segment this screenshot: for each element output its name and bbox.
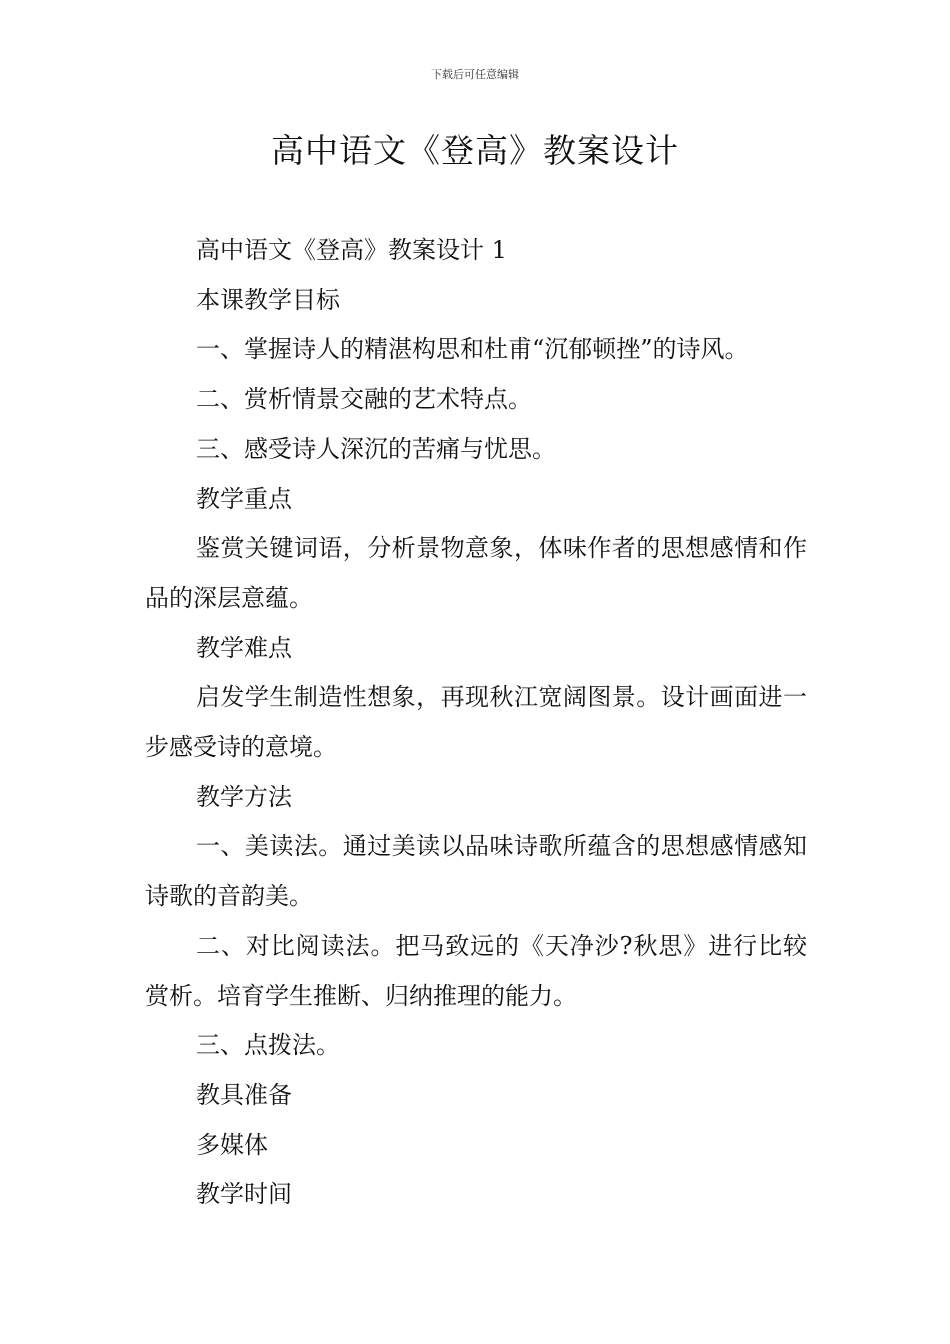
objective-item-1: 一、掌握诗人的精湛构思和杜甫“沉郁顿挫”的诗风。 — [196, 335, 749, 364]
heading-teaching-objectives: 本课教学目标 — [196, 285, 340, 314]
objective-item-2: 二、赏析情景交融的艺术特点。 — [196, 385, 532, 414]
objective-item-3: 三、感受诗人深沉的苦痛与忧思。 — [196, 434, 556, 463]
document-title: 高中语文《登高》教案设计 — [271, 131, 679, 170]
difficulties-text: 启发学生制造性想象，再现秋江宽阔图景。设计画面进一步感受诗的意境。 — [145, 683, 807, 762]
heading-difficulties: 教学难点 — [196, 633, 292, 662]
method-item-2: 二、对比阅读法。把马致远的《天净沙?秋思》进行比较赏析。培育学生推断、归纳推理的能力。 — [145, 931, 807, 1010]
heading-teaching-methods: 教学方法 — [196, 782, 292, 811]
heading-teaching-time: 教学时间 — [196, 1180, 292, 1209]
method-item-3: 三、点拨法。 — [196, 1031, 340, 1060]
key-points-text: 鉴赏关键词语，分析景物意象，体味作者的思想感情和作品的深层意蕴。 — [145, 534, 807, 612]
teaching-aids-text: 多媒体 — [196, 1130, 268, 1159]
document-body — [145, 226, 807, 1220]
method-item-1: 一、美读法。通过美读以品味诗歌所蕴含的思想感情感知诗歌的音韵美。 — [145, 832, 807, 911]
heading-key-points: 教学重点 — [196, 484, 292, 513]
section-subtitle: 高中语文《登高》教案设计 1 — [196, 236, 507, 264]
heading-teaching-aids: 教具准备 — [196, 1080, 292, 1109]
header-note: 下载后可任意编辑 — [431, 68, 519, 81]
